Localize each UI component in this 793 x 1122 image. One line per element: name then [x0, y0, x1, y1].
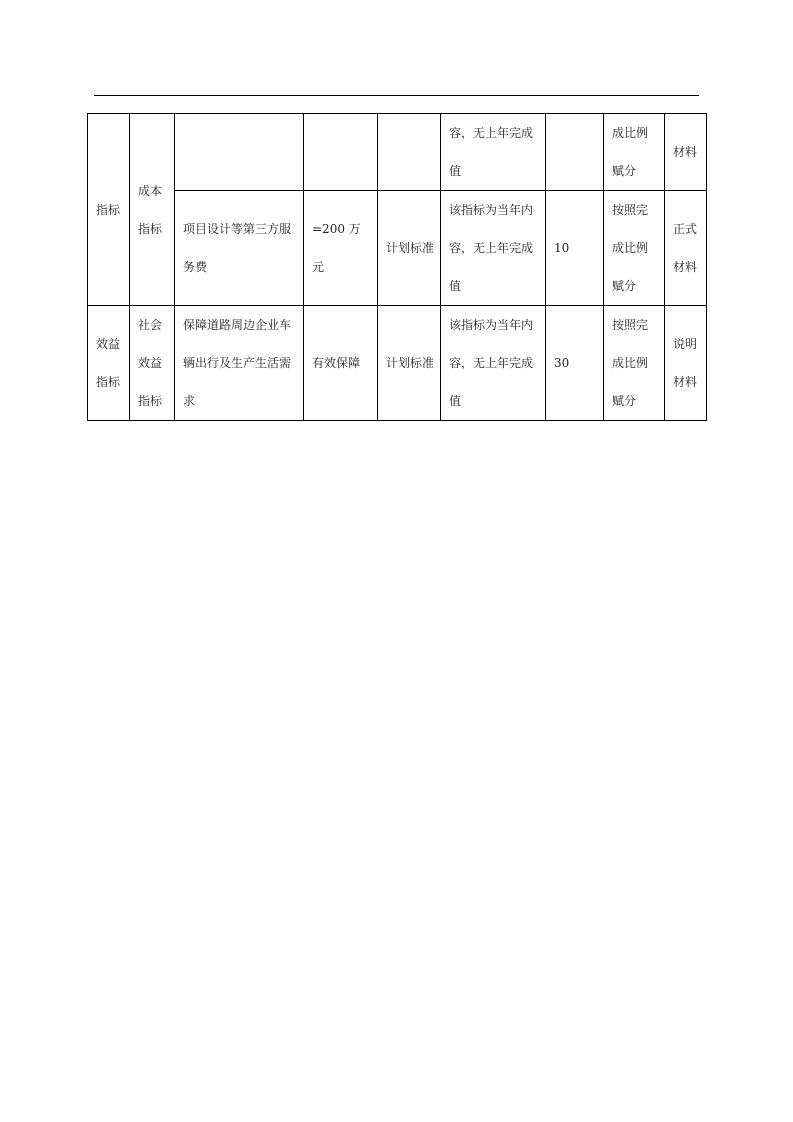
- history-value-cell: 该指标为当年内 容，无上年完成 值: [441, 191, 546, 306]
- target-value-cell: =200 万元: [304, 191, 378, 306]
- table-row: [88, 191, 707, 306]
- level2-indicator-cell: 社会 效益 指标: [130, 306, 175, 421]
- level2-indicator-cell: 成本 指标: [130, 114, 175, 306]
- level3-indicator-cell: [175, 114, 304, 191]
- basis-cell: 计划标准: [378, 191, 441, 306]
- indicator-table: [87, 113, 707, 421]
- history-value-cell: 容，无上年完成 值: [441, 114, 546, 191]
- weight-cell: 10: [546, 191, 604, 306]
- level1-indicator-cell: 指标: [88, 114, 130, 306]
- header-rule: [94, 95, 699, 96]
- basis-cell: [378, 114, 441, 191]
- scoring-method-cell: 按照完 成比例 赋分: [604, 306, 665, 421]
- evidence-cell: 说明 材料: [665, 306, 707, 421]
- target-value-cell: [304, 114, 378, 191]
- weight-cell: [546, 114, 604, 191]
- evidence-cell: 正式 材料: [665, 191, 707, 306]
- scoring-method-cell: 按照完 成比例 赋分: [604, 191, 665, 306]
- level3-indicator-cell: 项目设计等第三方服 务费: [175, 191, 304, 306]
- scoring-method-cell: 成比例 赋分: [604, 114, 665, 191]
- basis-cell: 计划标准: [378, 306, 441, 421]
- evidence-cell: 材料: [665, 114, 707, 191]
- table-row: [88, 306, 707, 421]
- history-value-cell: 该指标为当年内 容，无上年完成 值: [441, 306, 546, 421]
- level1-indicator-cell: 效益 指标: [88, 306, 130, 421]
- level3-indicator-cell: 保障道路周边企业车 辆出行及生产生活需 求: [175, 306, 304, 421]
- table-row: [88, 114, 707, 191]
- target-value-cell: 有效保障: [304, 306, 378, 421]
- weight-cell: 30: [546, 306, 604, 421]
